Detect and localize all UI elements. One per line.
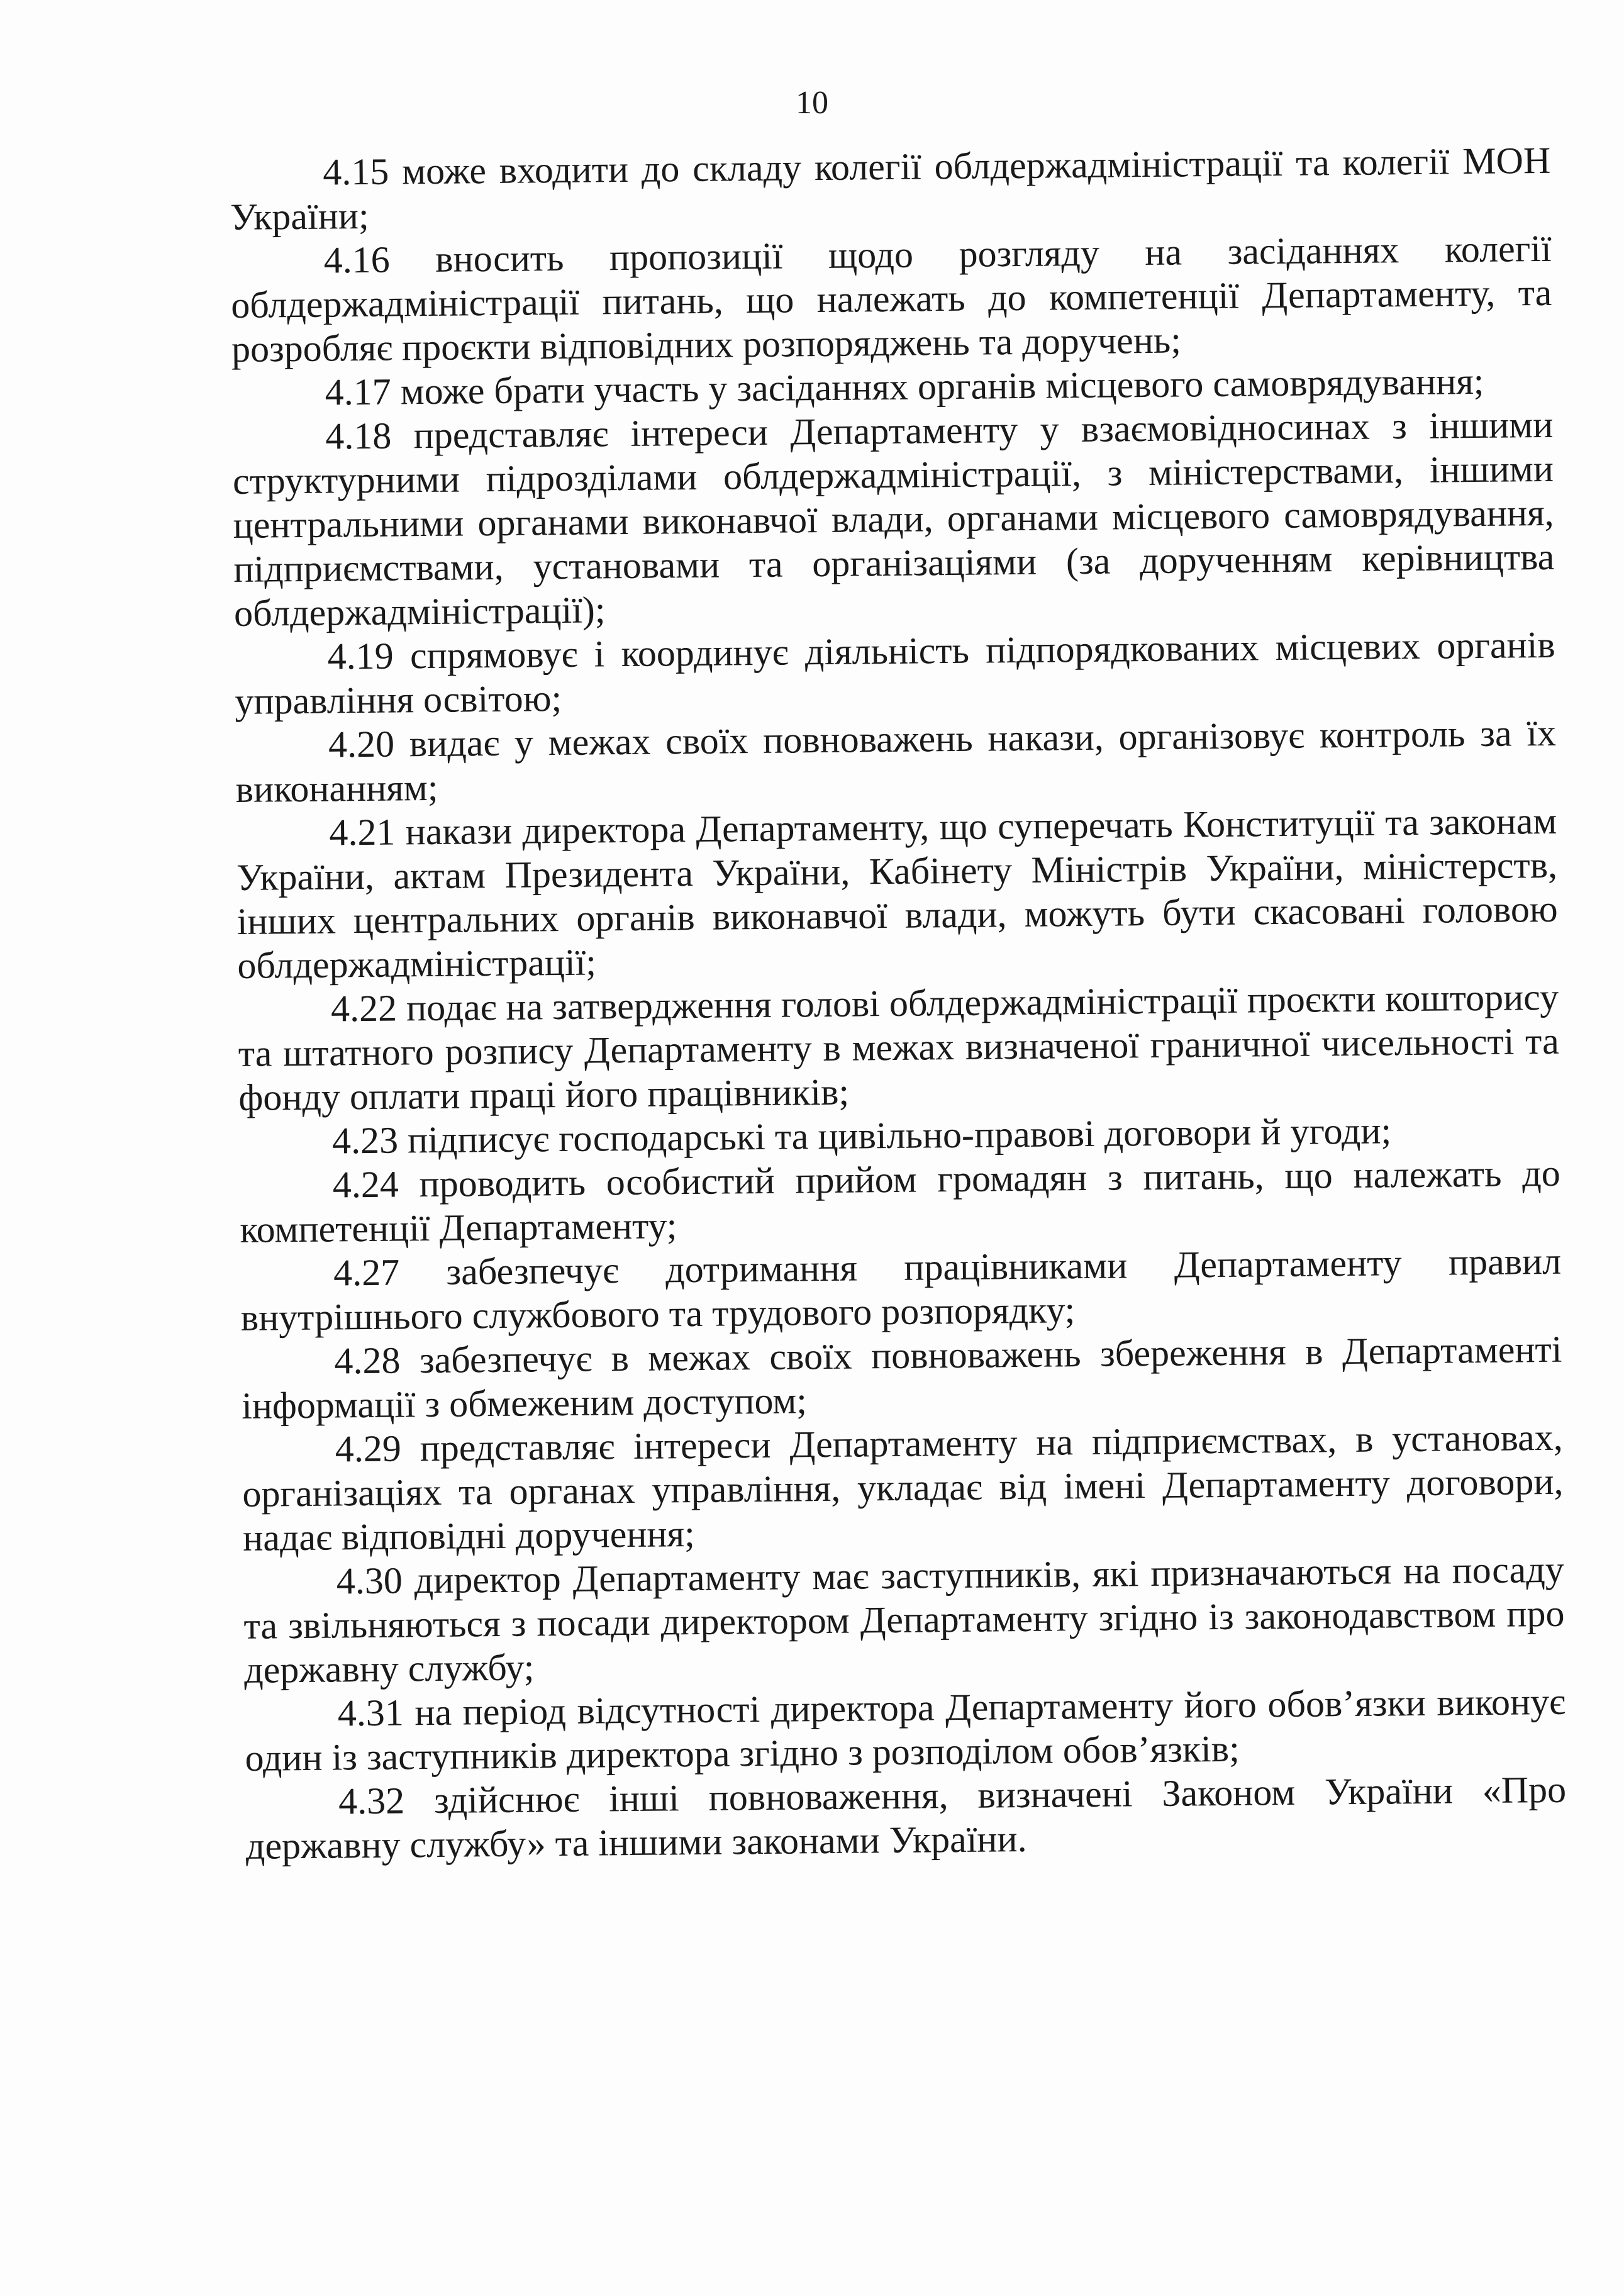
paragraph-4-20: 4.20 видає у межах своїх повноважень накази, організовує контроль за їх виконанням;	[235, 711, 1557, 810]
paragraph-4-30: 4.30 директор Департаменту має заступників, які призначаються на посаду та звільняються з посади директором Департаменту згідно із законодавством про державну службу;	[243, 1548, 1565, 1691]
paragraph-4-16: 4.16 вносить пропозиції щодо розгляду на засіданнях колегії облдержадміністрації питань, що належать до компетенції Департаменту, та розробляє проєкти відповідних розпоряджень та доручень;	[231, 227, 1552, 370]
document-body	[230, 138, 1567, 1868]
paragraph-4-28: 4.28 забезпечує в межах своїх повноважень збереження в Департаменті інформації з обмеженим доступом;	[241, 1328, 1562, 1427]
paragraph-4-17: 4.17 може брати участь у засіданнях органів місцевого самоврядування;	[325, 360, 1484, 413]
paragraph-4-32: 4.32 здійснює інші повноваження, визначені Законом України «Про державну службу» та іншими законами України.	[245, 1768, 1567, 1867]
paragraph-4-21: 4.21 накази директора Департаменту, що суперечать Конституції та законам України, актам Президента України, Кабінету Міністрів України, міністерств, інших центральних органів виконавчої влади, можуть бути скасовані головою облдержадміністрації;	[236, 800, 1558, 986]
paragraph-4-27: 4.27 забезпечує дотримання працівниками Департаменту правил внутрішнього службового та трудового розпорядку;	[240, 1240, 1562, 1339]
page-number: 10	[796, 85, 828, 121]
paragraph-4-29: 4.29 представляє інтереси Департаменту на підприємствах, в установах, організаціях та органах управління, укладає від імені Департаменту договори, надає відповідні доручення;	[242, 1416, 1564, 1559]
paragraph-4-19: 4.19 спрямовує і координує діяльність підпорядкованих місцевих органів управління освітою;	[235, 623, 1555, 722]
paragraph-4-15: 4.15 може входити до складу колегії облдержадміністрації та колегії МОН України;	[230, 139, 1551, 238]
paragraph-4-31: 4.31 на період відсутності директора Департаменту його обов’язки виконує один із заступників директора згідно з розподілом обов’язків;	[245, 1680, 1566, 1779]
paragraph-4-24: 4.24 проводить особистий прийом громадян з питань, що належать до компетенції Департаменту;	[240, 1152, 1561, 1251]
paragraph-4-22: 4.22 подає на затвердження голові облдержадміністрації проєкти кошторису та штатного розпису Департаменту в межах визначеної граничної чисельності та фонду оплати праці його працівників;	[238, 976, 1559, 1118]
paragraph-4-23: 4.23 підписує господарські та цивільно-правові договори й угоди;	[331, 1110, 1392, 1162]
paragraph-4-18: 4.18 представляє інтереси Департаменту у взаємовідносинах з іншими структурними підрозділами облдержадміністрації, з міністерствами, іншими центральними органами виконавчої влади, органами місцевого самоврядування, підприємствами, установами та організаціями (за дорученням керівництва облдержадміністрації);	[232, 403, 1555, 634]
